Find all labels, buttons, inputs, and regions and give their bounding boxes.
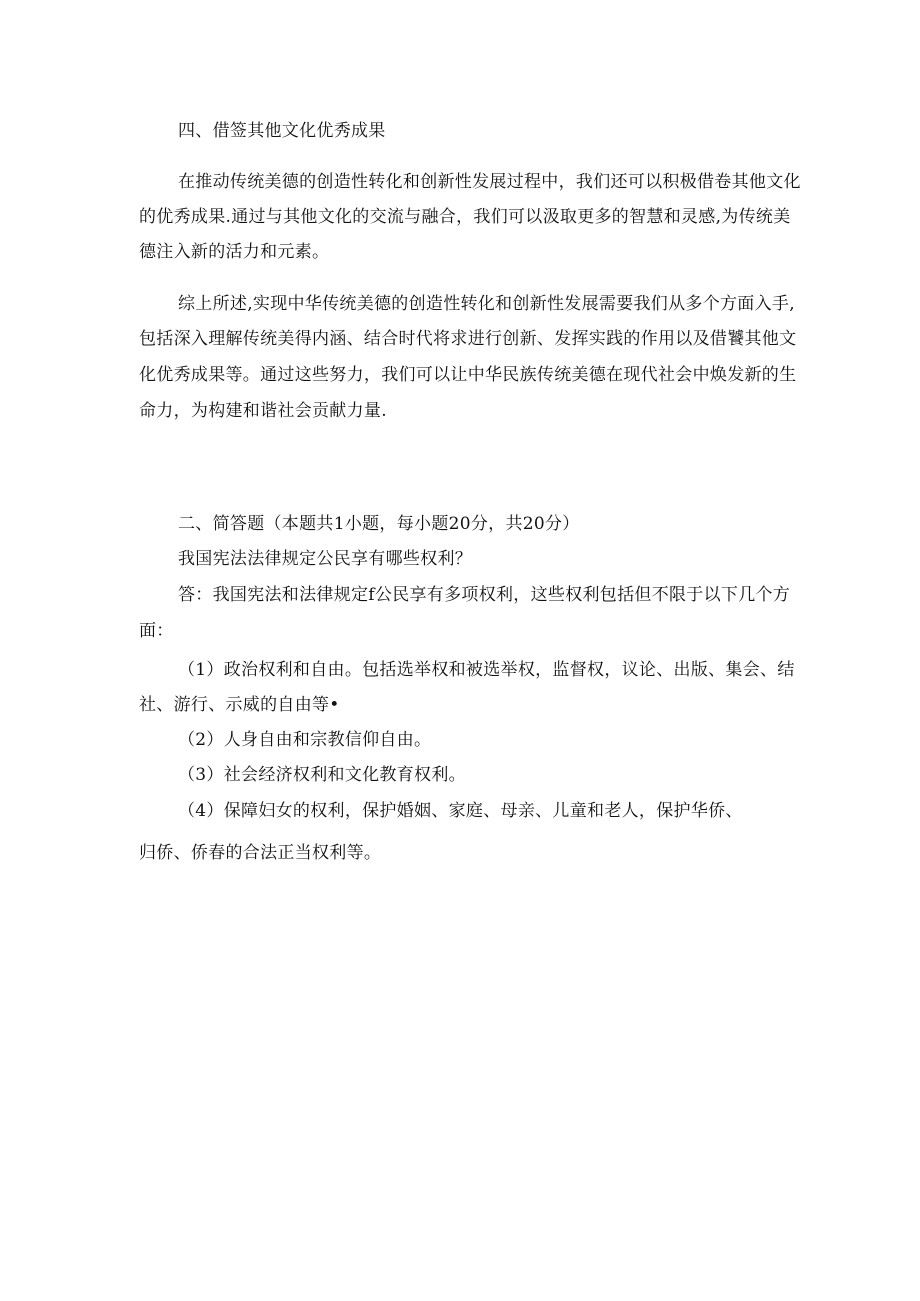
list-item-line: （3）社会经济权利和文化教育权利。 <box>178 765 466 785</box>
list-item-line: （2）人身自由和宗教信仰自由。 <box>178 730 432 750</box>
paragraph-line: 命力，为构建和谐社会贡献力量. <box>139 401 387 421</box>
short-answer-heading: 二、简答题（本题共1小题，每小题20分，共20分） <box>178 514 580 534</box>
answer-line: 面： <box>139 621 174 641</box>
list-item-line: 社、游行、示威的自由等• <box>139 695 340 715</box>
list-item-line: 归侨、侨春的合法正当权利等。 <box>139 843 382 863</box>
paragraph-line: 德注入新的活力和元素。 <box>139 242 330 262</box>
list-item-line: （4）保障妇女的权利，保护婚姻、家庭、母亲、儿童和老人，保护华侨、 <box>178 801 743 821</box>
paragraph-line: 包括深入理解传统美得内涵、结合时代将求进行创新、发挥实践的作用以及借饕其他文 <box>139 329 797 349</box>
paragraph-line: 综上所述,实现中华传统美德的创造性转化和创新性发展需要我们从多个方面入手, <box>178 294 795 314</box>
list-item-line: （1）政治权利和自由。包括选举权和被选举权，监督权，议论、出版、集会、结 <box>178 660 795 680</box>
section-heading: 四、借签其他文化优秀成果 <box>178 121 386 141</box>
question-text: 我国宪法法律规定公民享有哪些权利？ <box>178 549 473 569</box>
paragraph-line: 化优秀成果等。通过这些努力，我们可以让中华民族传统美德在现代社会中焕发新的生 <box>139 365 797 385</box>
paragraph-line: 的优秀成果.通过与其他文化的交流与融合，我们可以汲取更多的智慧和灵感,为传统美 <box>139 207 791 227</box>
answer-line: 答：我国宪法和法律规定f公民享有多项权利，这些权利包括但不限于以下几个方 <box>178 585 791 605</box>
paragraph-line: 在推动传统美德的创造性转化和创新性发展过程中，我们还可以积极借卷其他文化 <box>178 172 801 192</box>
